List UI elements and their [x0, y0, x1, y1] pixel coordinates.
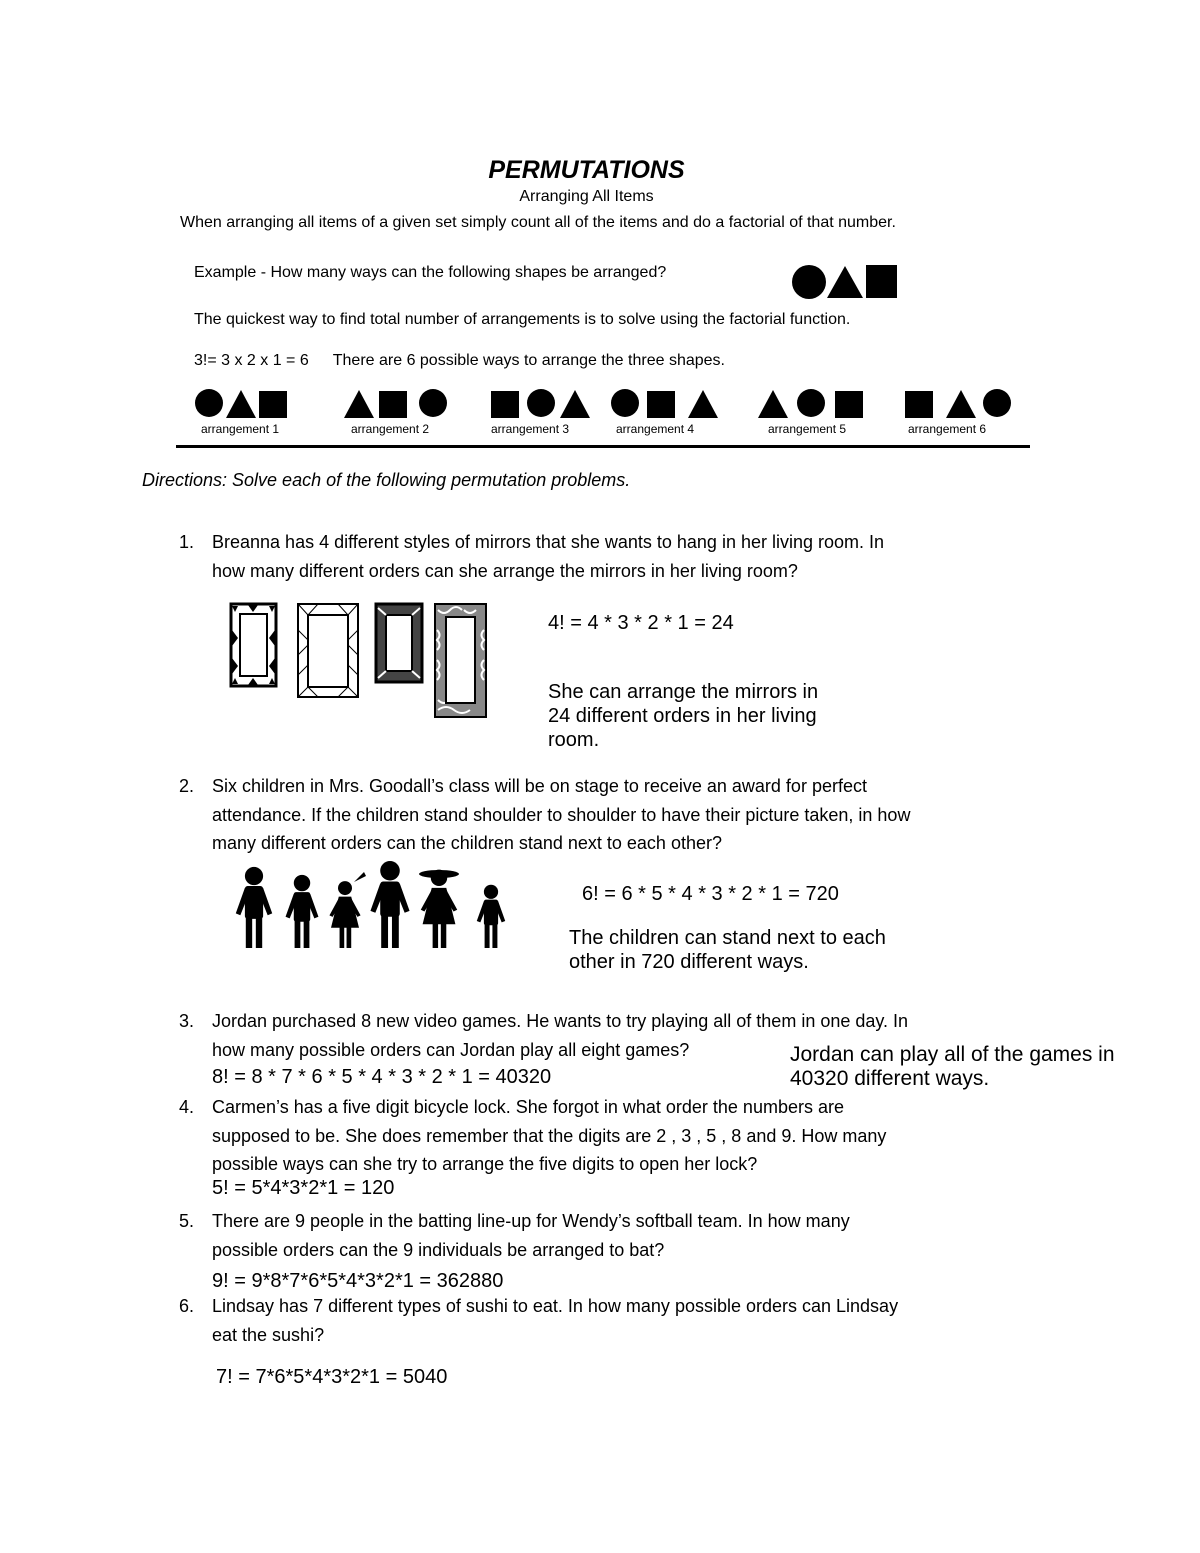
problem-1-text: [212, 528, 1072, 585]
arrangement-3-shapes: [491, 389, 590, 418]
problem-6-line-2: eat the sushi?: [212, 1324, 325, 1345]
problem-2-line-3: many different orders can the children stand next to each other?: [212, 833, 722, 853]
arrangement-6-shapes: [905, 389, 1011, 418]
arrangement-2-shapes: [344, 389, 447, 418]
arrangement-label-5: arrangement 5: [768, 422, 847, 436]
example-question: Example - How many ways can the following shapes be arranged?: [194, 264, 667, 281]
problem-4-line-3: possible ways can she try to arrange the five digits to open her lock?: [212, 1154, 758, 1174]
problem-5-line-1: There are 9 people in the batting line-up for Wendy’s softball team. In how many: [212, 1211, 850, 1231]
directions: Directions: Solve each of the following permutation problems.: [142, 470, 631, 490]
problem-3-line-1: Jordan purchased 8 new video games. He wants to try playing all of them in one day. In: [212, 1011, 909, 1031]
intro-text: When arranging all items of a given set simply count all of the items and do a factorial of that number.: [180, 214, 896, 231]
arrangement-1-shapes: [195, 389, 287, 418]
problem-2-answer-line-1: The children can stand next to each: [569, 927, 886, 949]
example-method: The quickest way to find total number of arrangements is to solve using the factorial function.: [194, 311, 851, 328]
problem-6-text: [212, 1292, 1072, 1349]
arrangements-shapes: [190, 386, 1030, 422]
problem-1-answer-line-3: room.: [548, 729, 600, 751]
mirror-4: [435, 604, 486, 717]
arrangement-label-2: arrangement 2: [351, 422, 430, 436]
problem-1-line-2: how many different orders can she arrange the mirrors in her living room?: [212, 560, 798, 581]
problem-4-equation: 5! = 5*4*3*2*1 = 120: [212, 1177, 395, 1199]
problem-1-answer-line-1: She can arrange the mirrors in: [548, 681, 819, 703]
arrangement-label-1: arrangement 1: [201, 422, 280, 436]
problem-1-number: 1.: [178, 532, 194, 552]
page-title: PERMUTATIONS: [488, 156, 685, 184]
problem-3-line-2: how many possible orders can Jordan play all eight games?: [212, 1039, 690, 1060]
mirror-1: [231, 604, 276, 686]
problem-1-equation: 4! = 4 * 3 * 2 * 1 = 24: [548, 612, 734, 634]
problem-2-line-2: attendance. If the children stand shoulder to shoulder to have their picture taken, in how: [212, 804, 911, 825]
problem-5-line-2: possible orders can the 9 individuals be arranged to bat?: [212, 1239, 665, 1260]
arrangement-label-4: arrangement 4: [616, 422, 695, 436]
problem-6-number: 6.: [178, 1296, 194, 1316]
mirror-3: [376, 604, 422, 682]
problem-6-equation: 7! = 7*6*5*4*3*2*1 = 5040: [216, 1366, 448, 1388]
problem-3-answer: [790, 1043, 1115, 1091]
example-note: There are 6 possible ways to arrange the three shapes.: [332, 352, 725, 369]
problem-4-line-1: Carmen’s has a five digit bicycle lock. She forgot in what order the numbers are: [212, 1097, 844, 1117]
problem-2-answer: [569, 926, 886, 974]
mirror-2: [298, 604, 358, 697]
shapes-icon: [790, 262, 910, 302]
problem-3-answer-line-2: 40320 different ways.: [790, 1067, 990, 1090]
problem-2-text: [212, 772, 1072, 858]
problem-3-number: 3.: [178, 1011, 194, 1031]
arrangement-4-shapes: [611, 389, 718, 418]
mirrors-icon: [228, 600, 490, 722]
problem-3-equation: 8! = 8 * 7 * 6 * 5 * 4 * 3 * 2 * 1 = 40320: [212, 1066, 552, 1088]
arrangement-label-3: arrangement 3: [491, 422, 570, 436]
problem-3-answer-line-1: Jordan can play all of the games in: [790, 1043, 1115, 1066]
arrangement-5-shapes: [758, 389, 863, 418]
problem-5-text: [212, 1207, 1072, 1264]
problem-1-line-1: Breanna has 4 different styles of mirrors that she wants to hang in her living room. In: [212, 532, 885, 552]
problem-1-answer: [548, 680, 818, 752]
page-subtitle: Arranging All Items: [519, 188, 654, 205]
problem-5-number: 5.: [178, 1211, 194, 1231]
problem-2-equation: 6! = 6 * 5 * 4 * 3 * 2 * 1 = 720: [582, 883, 839, 905]
problem-2-answer-line-2: other in 720 different ways.: [569, 951, 809, 973]
problem-4-text: [212, 1093, 1072, 1179]
problem-1-answer-line-2: 24 different orders in her living: [548, 705, 817, 727]
problem-2-line-1: Six children in Mrs. Goodall’s class will be on stage to receive an award for perfect: [212, 776, 867, 796]
example-equation: 3!= 3 x 2 x 1 = 6: [194, 352, 309, 369]
problem-4-line-2: supposed to be. She does remember that the digits are 2 , 3 , 5 , 8 and 9. How many: [212, 1125, 887, 1146]
example-equation-line: [194, 352, 725, 370]
problem-6-line-1: Lindsay has 7 different types of sushi to eat. In how many possible orders can Lindsay: [212, 1296, 899, 1316]
problem-4-number: 4.: [178, 1097, 194, 1117]
arrangement-label-6: arrangement 6: [908, 422, 987, 436]
problem-2-number: 2.: [178, 776, 194, 796]
problem-5-equation: 9! = 9*8*7*6*5*4*3*2*1 = 362880: [212, 1270, 504, 1292]
children-icon: [230, 858, 525, 952]
divider: [176, 445, 1030, 448]
